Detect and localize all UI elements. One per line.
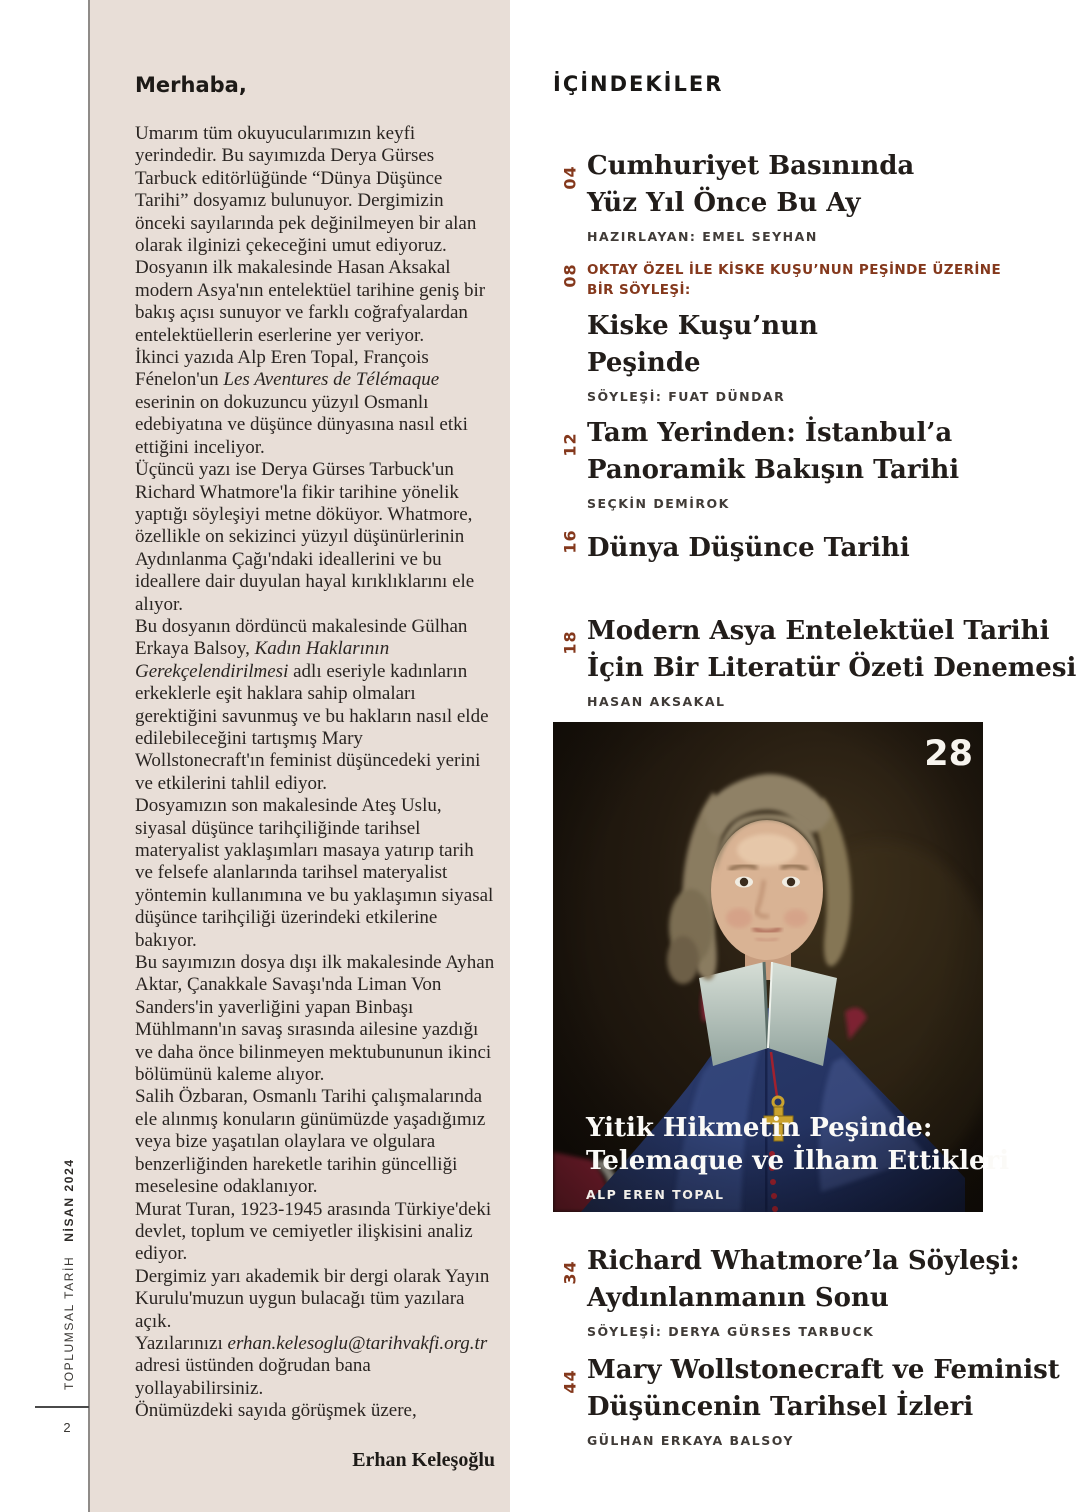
toc-entry-title [587, 530, 910, 567]
toc-entry-title [587, 613, 1076, 687]
toc-entry-title [587, 1352, 1060, 1426]
toc-entry-page-number: 12 [560, 432, 580, 457]
issue-date: NİSAN 2024 [62, 1158, 76, 1242]
toc-entry [553, 1352, 1060, 1448]
letter-paragraph [135, 616, 495, 795]
toc-title-line: İçin Bir Literatür Özeti Denemesi [587, 653, 1077, 683]
toc-entry [553, 260, 1001, 404]
toc-list [553, 0, 1077, 1512]
toc-entry-page-number: 44 [560, 1369, 580, 1394]
toc-title-line: Modern Asya Entelektüel Tarihi [587, 616, 1050, 646]
toc-entry [553, 530, 910, 567]
page-number: 2 [63, 1420, 71, 1435]
letter-text-segment: adresi üstünden doğrudan bana yollayabilirsiniz. [135, 1355, 371, 1399]
letter-text-segment: Dosyamızın son makalesinde Ateş Uslu, siyasal düşünce tarihçiliğinde tarihsel materyalist yaklaşımları masaya yatırıp tarih ve felsefe alanlarında tarihsel materyalist yöntemin kullanımına ve bu yaklaşımın siyasal düşünce tarihçiliği üzerindeki etkilerine bakıyor. [135, 795, 494, 951]
letter-text-segment: Murat Turan, 1923-1945 arasında Türkiye'deki devlet, toplum ve cemiyetler ilişkisini analiz ediyor. [135, 1198, 492, 1265]
magazine-spine-text [62, 1158, 76, 1390]
toc-entry-byline: SÖYLEŞİ: FUAT DÜNDAR [587, 389, 786, 404]
toc-entry-byline: HASAN AKSAKAL [587, 694, 726, 709]
letter-paragraph [135, 1400, 495, 1422]
letter-text-segment: Umarım tüm okuyucularımızın keyfi yerindedir. Bu sayımızda Derya Gürses Tarbuck editörlüğünde “Dünya Düşünce Tarihi” dosyamız bulunuyor. Dergimizin önceki sayılarında pek değinilmeyen bir alan olarak ilginizi çekeceğini umut ediyoruz. Dosyanın ilk makalesinde Hasan Aksakal modern Asya'nın entelektüel tarihine geniş bir bakış açısı sunuyor ve farklı coğrafyalardan entelektüellerin eserlerine yer veriyor. [135, 123, 486, 346]
letter-text-segment: Üçüncü yazı ise Derya Gürses Tarbuck'un Richard Whatmore'la fikir tarihine yönelik yaptığı söyleşiyi metne döküyor. Whatmore, özellikle on sekizinci yüzyıl düşünürlerinin Aydınlanma Çağı'ndaki ideallerini ve bu ideallere dair duyulan hayal kırıklıklarını ele alıyor. [135, 459, 475, 615]
letter-signature: Erhan Keleşoğlu [352, 1448, 495, 1471]
letter-text-segment: İkinci yazıda Alp Eren Topal, François Fénelon'un [135, 347, 429, 391]
feature-title-line: Yitik Hikmetin Peşinde: [586, 1113, 933, 1143]
toc-entry [553, 613, 1076, 709]
letter-text-segment: Dergimiz yarı akademik bir dergi olarak Yayın Kurulu'muzun uygun bulacağı tüm yazılara açık. [135, 1265, 490, 1332]
feature-caption [586, 1112, 1009, 1202]
toc-entry-title [587, 415, 959, 489]
letter-paragraph [135, 1333, 495, 1400]
letter-greeting: Merhaba, [135, 73, 247, 97]
feature-title [586, 1112, 1009, 1178]
toc-title-line: Tam Yerinden: İstanbul’a [587, 418, 953, 448]
table-of-contents [553, 0, 1077, 1512]
toc-kicker-line: BİR SÖYLEŞİ: [587, 282, 691, 298]
toc-title-line: Aydınlanmanın Sonu [587, 1283, 889, 1313]
toc-title-line: Düşüncenin Tarihsel İzleri [587, 1392, 974, 1422]
toc-entry-byline: HAZIRLAYAN: EMEL SEYHAN [587, 229, 818, 244]
toc-title-line: Richard Whatmore’la Söyleşi: [587, 1246, 1020, 1276]
toc-entry-byline: SÖYLEŞİ: DERYA GÜRSES TARBUCK [587, 1324, 875, 1339]
folio-rule [35, 1406, 89, 1408]
toc-entry-page-number: 16 [560, 529, 580, 554]
letter-text-segment: Bu sayımızın dosya dışı ilk makalesinde Ayhan Aktar, Çanakkale Savaşı'nda Liman Von Sanders'in yaverliğini yapan Binbaşı Mühlmann'ın savaş sırasında ailesine yazdığı ve daha önce bilinmeyen mektubununun ikinci bölümünü kaleme alıyor. [135, 952, 495, 1086]
letter-paragraph [135, 1266, 495, 1333]
toc-title-line: Panoramik Bakışın Tarihi [587, 455, 960, 485]
toc-entry-page-number: 04 [560, 165, 580, 190]
letter-text-segment: eserinin on dokuzuncu yüzyıl Osmanlı edebiyatına ve düşünce dünyasına nasıl etki ettiğini inceliyor. [135, 391, 468, 458]
letter-paragraph [135, 347, 495, 459]
toc-entry-page-number: 34 [560, 1260, 580, 1285]
toc-kicker-line: OKTAY ÖZEL İLE KİSKE KUŞU’NUN PEŞİNDE ÜZERİNE [587, 262, 1002, 278]
letter-paragraph [135, 459, 495, 616]
editorial-letter [135, 73, 495, 1472]
letter-paragraphs [135, 123, 495, 1423]
toc-title-line: Yüz Yıl Önce Bu Ay [587, 188, 861, 218]
feature-byline: ALP EREN TOPAL [586, 1187, 725, 1202]
toc-title-line: Peşinde [587, 348, 701, 378]
feature-page-number: 28 [924, 734, 973, 774]
letter-text-segment: Önümüzdeki sayıda görüşmek üzere, [135, 1400, 417, 1422]
letter-paragraph [135, 1199, 495, 1266]
letter-text-segment: adlı eseriyle kadınların erkeklerle eşit haklara sahip olmaları gerektiğini savunmuş ve bu hakların nasıl elde edilebileceğini tartışmış Mary Wollstonecraft'ın feminist düşüncedeki yerini ve etkilerini tahlil ediyor. [135, 660, 489, 794]
toc-entry-kicker [587, 260, 1001, 300]
letter-text-segment: Kadın Haklarının Gerekçelendirilmesi [135, 638, 390, 682]
letter-text-segment: Yazılarınızı [135, 1332, 228, 1354]
letter-paragraph [135, 123, 495, 347]
letter-paragraph [135, 952, 495, 1086]
feature-title-line: Telemaque ve İlham Ettikleri [586, 1146, 1010, 1176]
toc-entry [553, 148, 914, 244]
toc-heading: İÇİNDEKİLER [553, 72, 724, 96]
toc-title-line: Kiske Kuşu’nun [587, 311, 818, 341]
letter-paragraph [135, 795, 495, 952]
toc-entry-byline: GÜLHAN ERKAYA BALSOY [587, 1433, 794, 1448]
toc-title-line: Cumhuriyet Basınında [587, 151, 915, 181]
toc-title-line: Dünya Düşünce Tarihi [587, 533, 910, 563]
toc-entry-title [587, 1243, 1020, 1317]
magazine-name: TOPLUMSAL TARİH [62, 1255, 76, 1390]
toc-entry-title [587, 308, 1001, 382]
toc-entry [553, 415, 959, 511]
toc-entry-byline: SEÇKİN DEMİROK [587, 496, 730, 511]
letter-text-segment: Salih Özbaran, Osmanlı Tarihi çalışmalarında ele alınmış konuların günümüzde yaşadığımız veya bize yaşatılan olaylara ve olgulara benzerliğinden hareketle tarihin güncelliği meselesine odaklanıyor. [135, 1086, 486, 1198]
toc-entry [553, 1243, 1020, 1339]
letter-paragraph [135, 1086, 495, 1198]
toc-entry-title [587, 148, 914, 222]
toc-feature-card [553, 722, 1010, 1212]
toc-title-line: Mary Wollstonecraft ve Feminist [587, 1355, 1060, 1385]
spine-vertical-rule [88, 0, 90, 1512]
letter-text-segment: erhan.kelesoglu@tarihvakfi.org.tr [227, 1332, 488, 1354]
letter-text-segment: Les Aventures de Télémaque [223, 369, 440, 391]
letter-text-segment: Bu dosyanın dördüncü makalesinde Gülhan Erkaya Balsoy, [135, 615, 468, 660]
toc-entry-page-number: 18 [560, 630, 580, 655]
toc-entry-page-number: 08 [560, 263, 580, 288]
